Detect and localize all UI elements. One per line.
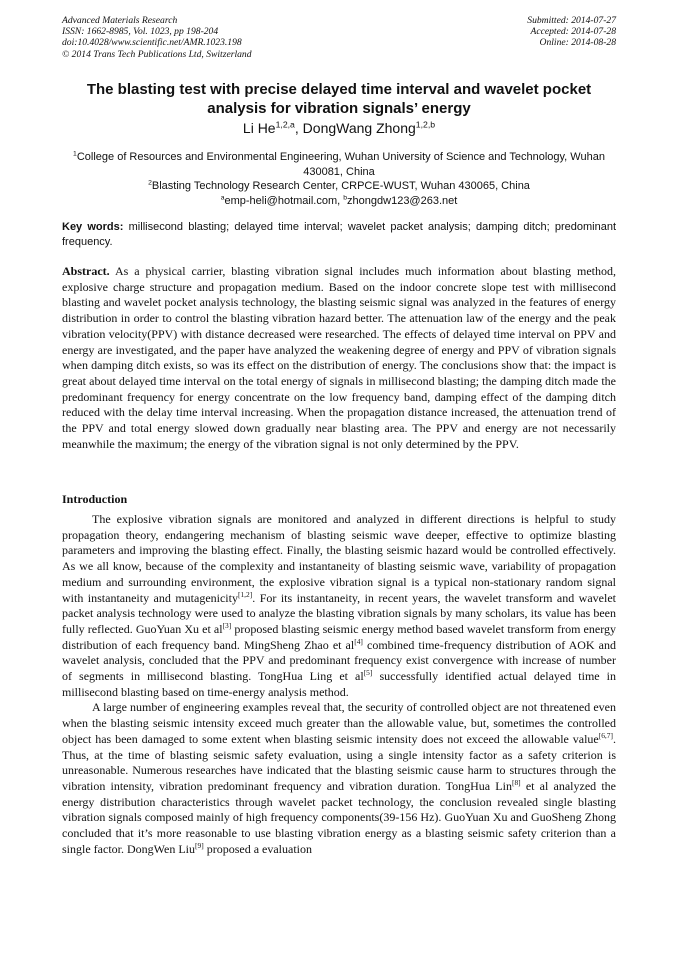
affiliation-1: [62, 150, 616, 179]
author-superscript: 1,2,b: [415, 119, 436, 130]
citation: [8]: [511, 777, 521, 787]
citation: [1,2]: [237, 589, 253, 599]
keywords-text: millisecond blasting; delayed time interval; wavelet packet analysis; damping ditch; predominant frequency.: [62, 221, 616, 248]
paragraph-text: A large number of engineering examples reveal that, the security of controlled object are not threatened even when the blasting seismic intensity exceed much greater than the allowable value, but, sometimes the controlled object has been damaged to some extent when blasting seismic intensity does not exceed the allowable value: [62, 700, 616, 746]
publication-dates: [527, 15, 616, 49]
email-address: zhongdw123@263.net: [347, 194, 458, 207]
author-name: Li He: [242, 120, 276, 136]
online-date: Online: 2014-08-28: [539, 37, 616, 49]
journal-info: [62, 15, 252, 60]
paragraph-text: proposed blasting seismic energy method based wavelet transform from energy distribution of each frequency band. MingSheng Zhao et al: [62, 621, 616, 652]
accepted-date: Accepted: 2014-07-28: [530, 26, 616, 38]
citation: [6,7]: [598, 730, 613, 740]
keywords-label: Key words:: [62, 221, 124, 233]
author-list: [62, 120, 616, 136]
abstract-text: As a physical carrier, blasting vibration signal includes much information about blasting method, explosive charge structure and propagation medium. Based on the indoor concrete slope test with millisecond blasting and wavelet pocket analysis technology, the blasting seismic signal was analyzed in the features of energy distribution in order to control the blasting vibration hazard better. The attenuation law of the energy and the peak vibration velocity(PPV) with distance decreased were researched. The effects of delayed time interval on PPV and energy are investigated, and the paper have analyzed the weakening degree of energy and PPV of vibration signals when damping ditch exists, so was its effect on the distribution of energy. The conclusions show that: the impact is great about delayed time interval on the total energy of signals in millisecond blasting; the damping ditch made the predominant frequency for energy concentrate on the low frequency band, damping effect of the damping ditch reduced with the delay time interval increasing. When the propagation distance increased, the attenuation trend of the PPV and total energy slowed down gradually near blasting area. The PPV and energy are not necessarily meanwhile the maximum; the energy of the vibration signal is not only determined by the PPV.: [62, 264, 616, 451]
affiliations: [62, 150, 616, 208]
author-name: DongWang Zhong: [302, 120, 416, 136]
copyright-line: © 2014 Trans Tech Publications Ltd, Switzerland: [62, 48, 252, 60]
citation: [4]: [354, 636, 363, 646]
section-heading: Introduction: [62, 492, 128, 506]
keywords: [62, 220, 616, 250]
introduction-body: [62, 512, 616, 857]
paragraph-text: successfully identified actual delayed time in millisecond blasting based on time-energy analysis method.: [62, 669, 616, 699]
affiliation-2: [62, 179, 616, 194]
abstract: [62, 264, 616, 452]
citation: [5]: [363, 668, 373, 678]
paragraph-text: proposed a evaluation: [203, 841, 313, 856]
email-line: [62, 194, 616, 209]
paper-title: The blasting test with precise delayed time interval and wavelet pocket analysis for vibration signals’ energy: [86, 81, 592, 117]
paragraph-text: . Thus, at the time of blasting seismic safety evaluation, using a single intensity factor as a safety criterion is unreasonable. Numerous researches have indicated that the blasting seismic cause harm to structures through the vibration intensity, vibration predominant frequency and vibration duration. TongHua Lin: [62, 731, 616, 793]
citation: [9]: [195, 840, 204, 850]
affiliation-superscript: 1: [73, 150, 77, 158]
abstract-label: Abstract.: [62, 264, 110, 278]
affiliation-text: Blasting Technology Research Center, CRPCE-WUST, Wuhan 430065, China: [151, 180, 530, 193]
email-superscript: a: [220, 194, 225, 202]
affiliation-superscript: 2: [148, 179, 152, 187]
citation: [3]: [222, 620, 232, 630]
affiliation-text: College of Resources and Environmental Engineering, Wuhan University of Science and Technology, Wuhan 430081, China: [76, 151, 605, 178]
paragraph-text: combined time-frequency distribution of AOK and wavelet analysis, concluded that the PPV and predominant frequency exist convergence with increase of number of segments in millisecond blasting. TongHua Ling et al: [62, 637, 617, 684]
doi-line: doi:10.4028/www.scientific.net/AMR.1023.198: [62, 37, 242, 49]
author-separator: ,: [294, 120, 303, 136]
paragraph: [62, 512, 616, 700]
email-superscript: b: [343, 194, 348, 202]
submitted-date: Submitted: 2014-07-27: [527, 15, 616, 26]
author-superscript: 1,2,a: [275, 119, 295, 130]
paragraph: [62, 700, 616, 857]
paragraph-text: . For its instantaneity, in recent years, the wavelet transform and wavelet packet analysis technology were used to analyze the blasting vibration signals by many scholars, its value has been fully reflected. GuoYuan Xu et al: [62, 590, 616, 636]
issn-line: ISSN: 1662-8985, Vol. 1023, pp 198-204: [62, 26, 219, 38]
email-address: emp-heli@hotmail.com,: [224, 194, 344, 207]
journal-name: Advanced Materials Research: [62, 15, 178, 26]
paragraph-text: The explosive vibration signals are monitored and analyzed in different directions is helpful to study propagation theory, endangering mechanism of blasting seismic wave deeper, effective to optimize blasting parameters and improving the blasting effect. Finally, the blasting seismic hazard would be controlled effectively. As we all know, because of the complexity and instantaneity of blasting seismic wave, variability of propagation medium and surrounding environment, the explosive vibration signal is a typical non-stationary random signal with instantaneity and mutagenicity: [62, 512, 616, 605]
paragraph-text: et al analyzed the energy distribution characteristics through wavelet packet technology, the conclusion revealed single blasting vibration signals composed mainly of high frequency components(39-156 Hz). GuoYuan Xu and GuoSheng Zhong concluded that it’s more reasonable to use blasting vibration energy as a blasting seismic safety criterion than a single factor. DongWen Liu: [62, 778, 616, 856]
